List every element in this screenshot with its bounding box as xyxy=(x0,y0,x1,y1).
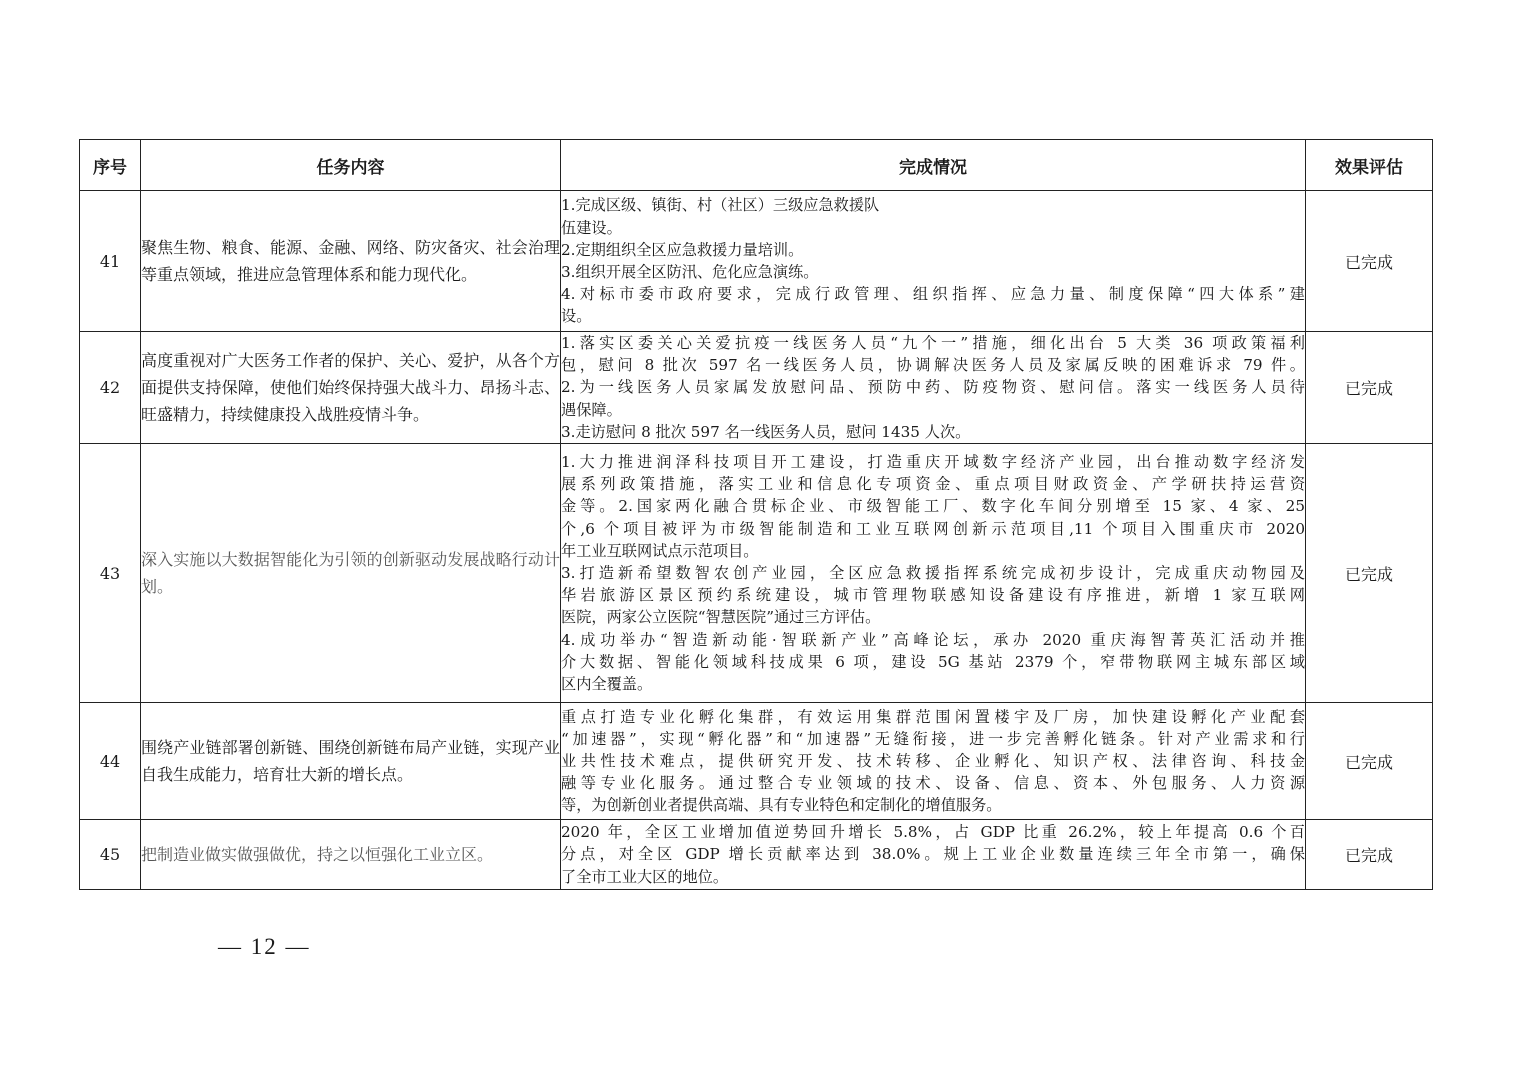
detail-line: 4.成功举办“智造新动能·智联新产业”高峰论坛，承办 2020 重庆海智菁英汇活动并推 xyxy=(561,630,1305,649)
task-content: 深入实施以大数据智能化为引领的创新驱动发展战略行动计划。 xyxy=(141,444,561,703)
status-cell: 已完成 xyxy=(1306,703,1433,820)
row-number: 41 xyxy=(80,191,141,332)
table-row xyxy=(80,332,1433,444)
detail-line: 华岩旅游区景区预约系统建设，城市管理物联感知设备建设有序推进，新增 1 家互联网 xyxy=(561,586,1305,605)
task-content: 围绕产业链部署创新链、围绕创新链布局产业链，实现产业自我生成能力，培育壮大新的增长点。 xyxy=(141,703,561,820)
status-cell: 已完成 xyxy=(1306,820,1433,890)
status-cell: 已完成 xyxy=(1306,332,1433,444)
header-no: 序号 xyxy=(80,140,141,191)
detail-line: 2.定期组织全区应急救援力量培训。 xyxy=(561,240,804,259)
detail-line: 4.对标市委市政府要求，完成行政管理、组织指挥、应急力量、制度保障“四大体系”建 xyxy=(561,285,1305,304)
task-content: 高度重视对广大医务工作者的保护、关心、爱护，从各个方面提供支持保障，使他们始终保持强大战斗力、昂扬斗志、旺盛精力，持续健康投入战胜疫情斗争。 xyxy=(141,332,561,444)
row-number: 43 xyxy=(80,444,141,703)
detail-line: 展系列政策措施，落实工业和信息化专项资金、重点项目财政资金、产学研扶持运营资 xyxy=(561,475,1305,494)
detail-line: 伍建设。 xyxy=(561,218,622,237)
detail-line: 区内全覆盖。 xyxy=(561,674,653,693)
row-number: 45 xyxy=(80,820,141,890)
detail-line: 1.落实区委关心关爱抗疫一线医务人员“九个一”措施，细化出台 5 大类 36 项政策福利 xyxy=(561,334,1305,352)
detail-line: 2020 年，全区工业增加值逆势回升增长 5.8%，占 GDP 比重 26.2%，较上年提高 0.6 个百 xyxy=(561,823,1305,842)
row-number: 44 xyxy=(80,703,141,820)
detail-line: 分点，对全区 GDP 增长贡献率达到 38.0%。规上工业企业数量连续三年全市第一，确保 xyxy=(561,845,1305,864)
header-status: 效果评估 xyxy=(1306,140,1433,191)
detail-line: 1.大力推进润泽科技项目开工建设，打造重庆开域数字经济产业园，出台推动数字经济发 xyxy=(561,452,1305,471)
completion-detail xyxy=(561,703,1306,820)
status-cell: 已完成 xyxy=(1306,191,1433,332)
completion-detail xyxy=(561,820,1306,890)
detail-line: 金等。2.国家两化融合贯标企业、市级智能工厂、数字化车间分别增至 15 家、4 家、25 xyxy=(561,497,1305,516)
detail-line: 融等专业化服务。通过整合专业领域的技术、设备、信息、资本、外包服务、人力资源 xyxy=(561,774,1305,793)
detail-line: 3.打造新希望数智农创产业园，全区应急救援指挥系统完成初步设计，完成重庆动物园及 xyxy=(561,563,1305,582)
detail-line: 重点打造专业化孵化集群，有效运用集群范围闲置楼宇及厂房，加快建设孵化产业配套 xyxy=(561,707,1305,726)
detail-line: 等，为创新创业者提供高端、具有专业特色和定制化的增值服务。 xyxy=(561,796,1002,815)
table-row xyxy=(80,820,1433,890)
table-row xyxy=(80,191,1433,332)
task-content: 把制造业做实做强做优，持之以恒强化工业立区。 xyxy=(141,820,561,890)
detail-line: 3.组织开展全区防汛、危化应急演练。 xyxy=(561,263,819,281)
detail-line: 2.为一线医务人员家属发放慰问品、预防中药、防疫物资、慰问信。落实一线医务人员待 xyxy=(561,378,1305,397)
task-content: 聚焦生物、粮食、能源、金融、网络、防灾备灾、社会治理等重点领域，推进应急管理体系和能力现代化。 xyxy=(141,191,561,332)
detail-line: 遇保障。 xyxy=(561,400,622,419)
detail-line: 设。 xyxy=(561,307,592,326)
detail-line: 年工业互联网试点示范项目。 xyxy=(561,541,759,560)
completion-detail xyxy=(561,332,1306,444)
completion-detail xyxy=(561,444,1306,703)
table-row xyxy=(80,444,1433,703)
detail-line: 3.走访慰问 8 批次 597 名一线医务人员，慰问 1435 人次。 xyxy=(561,422,971,441)
header-task: 任务内容 xyxy=(141,140,561,191)
page-number: — 12 — xyxy=(218,934,311,959)
detail-line: 医院，两家公立医院“智慧医院”通过三方评估。 xyxy=(561,608,881,627)
detail-line: 业共性技术难点，提供研究开发、技术转移、企业孵化、知识产权、法律咨询、科技金 xyxy=(561,751,1305,770)
detail-line: 包，慰问 8 批次 597 名一线医务人员，协调解决医务人员及家属反映的困难诉求 79 件。 xyxy=(561,356,1305,375)
completion-detail xyxy=(561,191,1306,332)
detail-line: 了全市工业大区的地位。 xyxy=(561,867,729,886)
detail-line: “加速器”，实现“孵化器”和“加速器”无缝衔接，进一步完善孵化链条。针对产业需求和行 xyxy=(561,729,1305,748)
detail-line: 介大数据、智能化领域科技成果 6 项，建设 5G 基站 2379 个，窄带物联网主城东部区域 xyxy=(561,652,1305,671)
task-table xyxy=(79,139,1433,890)
table-row xyxy=(80,703,1433,820)
row-number: 42 xyxy=(80,332,141,444)
detail-line: 个,6 个项目被评为市级智能制造和工业互联网创新示范项目,11 个项目入围重庆市 2020 xyxy=(561,519,1305,538)
detail-line: 1.完成区级、镇街、村（社区）三级应急救援队 xyxy=(561,196,880,215)
table-header-row xyxy=(80,140,1433,191)
status-cell: 已完成 xyxy=(1306,444,1433,703)
header-detail: 完成情况 xyxy=(561,140,1306,191)
